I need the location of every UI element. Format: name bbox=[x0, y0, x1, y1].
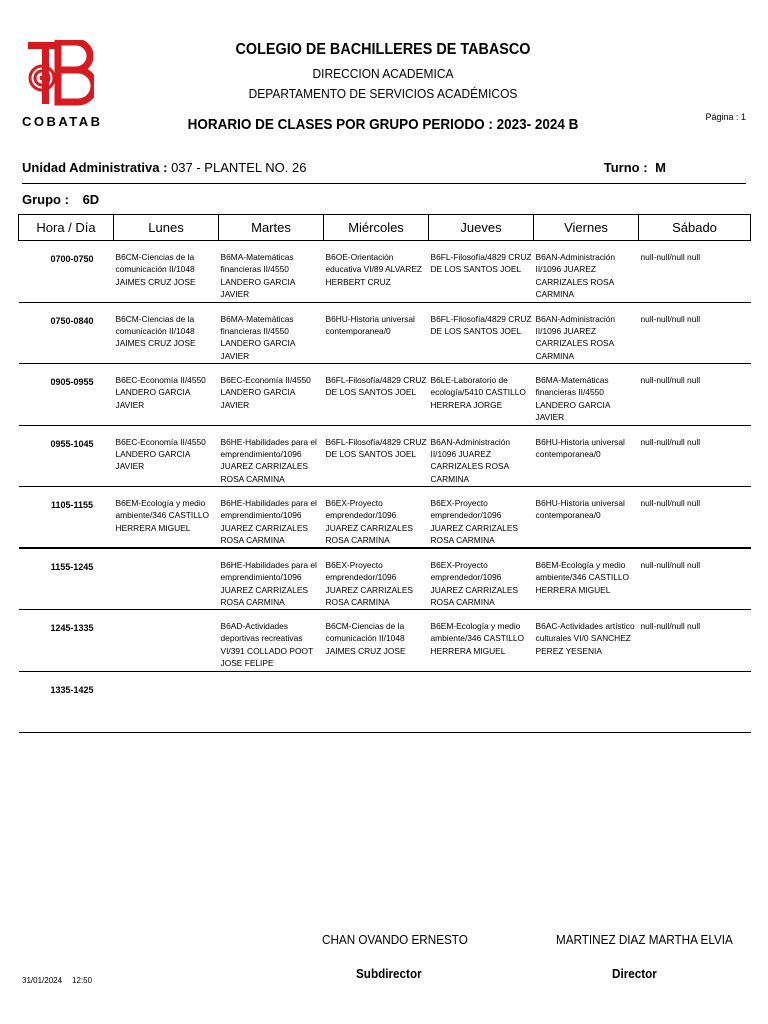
time-slot: 0750-0840 bbox=[19, 302, 114, 364]
direction-subtitle: DIRECCION ACADEMICA bbox=[312, 66, 454, 81]
time-slot: 1105-1155 bbox=[19, 487, 114, 549]
unit-label: Unidad Administrativa : bbox=[22, 160, 168, 175]
class-cell: B6AD-Actividades deportivas recreativas VI/391 COLLADO POOT JOSE FELIPE bbox=[219, 610, 324, 672]
class-cell: B6MA-Matemáticas financieras II/4550 LANDERO GARCIA JAVIER bbox=[534, 364, 639, 426]
table-header bbox=[19, 215, 751, 241]
class-cell: B6LE-Laboratorio de ecología/5410 CASTILLO HERRERA JORGE bbox=[429, 364, 534, 426]
class-cell: B6MA-Matemáticas financieras II/4550 LANDERO GARCIA JAVIER bbox=[219, 302, 324, 364]
class-cell: B6FL-Filosofía/4829 CRUZ DE LOS SANTOS JOEL bbox=[324, 364, 429, 426]
class-cell: null-null/null null bbox=[639, 364, 751, 426]
table-row bbox=[19, 487, 751, 549]
class-cell: B6EM-Ecología y medio ambiente/346 CASTILLO HERRERA MIGUEL bbox=[429, 610, 534, 672]
class-cell: B6HU-Historia universal contemporanea/0 bbox=[534, 487, 639, 549]
class-cell: null-null/null null bbox=[639, 425, 751, 487]
class-cell: B6EX-Proyecto emprendedor/1096 JUAREZ CARRIZALES ROSA CARMINA bbox=[429, 487, 534, 549]
class-cell: null-null/null null bbox=[639, 487, 751, 549]
class-cell: B6HU-Historia universal contemporanea/0 bbox=[534, 425, 639, 487]
class-cell: B6EX-Proyecto emprendedor/1096 JUAREZ CARRIZALES ROSA CARMINA bbox=[429, 548, 534, 610]
class-cell bbox=[114, 610, 219, 672]
schedule-title: HORARIO DE CLASES POR GRUPO PERIODO : 2023- 2024 B bbox=[187, 116, 579, 133]
grupo bbox=[22, 192, 99, 207]
class-cell bbox=[429, 671, 534, 733]
class-cell bbox=[219, 671, 324, 733]
unit-value: 037 - PLANTEL NO. 26 bbox=[171, 160, 307, 175]
class-cell: B6AN-Administración II/1096 JUAREZ CARRIZALES ROSA CARMINA bbox=[534, 241, 639, 303]
class-cell: B6HE-Habilidades para el emprendimiento/1096 JUAREZ CARRIZALES ROSA CARMINA bbox=[219, 548, 324, 610]
table-row bbox=[19, 364, 751, 426]
class-cell bbox=[324, 671, 429, 733]
class-cell: B6AN-Administración II/1096 JUAREZ CARRIZALES ROSA CARMINA bbox=[534, 302, 639, 364]
grupo-label: Grupo : bbox=[22, 192, 69, 207]
column-header: Lunes bbox=[114, 215, 219, 241]
institution-title: COLEGIO DE BACHILLERES DE TABASCO bbox=[235, 41, 531, 58]
class-cell bbox=[639, 671, 751, 733]
time-slot: 1155-1245 bbox=[19, 548, 114, 610]
table-row bbox=[19, 671, 751, 733]
class-cell: null-null/null null bbox=[639, 610, 751, 672]
class-cell: B6FL-Filosofía/4829 CRUZ DE LOS SANTOS JOEL bbox=[324, 425, 429, 487]
column-header: Jueves bbox=[429, 215, 534, 241]
table-body bbox=[19, 241, 751, 733]
time-slot: 0905-0955 bbox=[19, 364, 114, 426]
time-slot: 1245-1335 bbox=[19, 610, 114, 672]
time-slot: 1335-1425 bbox=[19, 671, 114, 733]
column-header: Miércoles bbox=[324, 215, 429, 241]
column-header: Sábado bbox=[639, 215, 751, 241]
class-cell: B6EX-Proyecto emprendedor/1096 JUAREZ CARRIZALES ROSA CARMINA bbox=[324, 487, 429, 549]
class-cell: B6EC-Economía II/4550 LANDERO GARCIA JAVIER bbox=[114, 425, 219, 487]
cobatab-emblem-icon bbox=[28, 40, 94, 106]
time-slot: 0700-0750 bbox=[19, 241, 114, 303]
class-cell: B6CM-Ciencias de la comunicación II/1048 JAIMES CRUZ JOSE bbox=[114, 302, 219, 364]
class-cell: null-null/null null bbox=[639, 548, 751, 610]
column-header: Viernes bbox=[534, 215, 639, 241]
class-cell: B6CM-Ciencias de la comunicación II/1048 JAIMES CRUZ JOSE bbox=[324, 610, 429, 672]
class-cell: B6FL-Filosofía/4829 CRUZ DE LOS SANTOS JOEL bbox=[429, 241, 534, 303]
turno bbox=[604, 160, 666, 175]
grupo-value: 6D bbox=[82, 192, 100, 207]
class-cell bbox=[114, 548, 219, 610]
class-cell: B6AC-Actividades artístico culturales VI/0 SANCHEZ PEREZ YESENIA bbox=[534, 610, 639, 672]
class-cell: null-null/null null bbox=[639, 241, 751, 303]
turno-value: M bbox=[655, 160, 666, 175]
schedule-table bbox=[18, 214, 751, 733]
class-cell bbox=[114, 671, 219, 733]
table-row bbox=[19, 548, 751, 610]
turno-label: Turno : bbox=[603, 160, 648, 175]
subdirector-title: Subdirector bbox=[356, 966, 422, 981]
department-subtitle: DEPARTAMENTO DE SERVICIOS ACADÉMICOS bbox=[248, 86, 518, 101]
footer-time: 12:50 bbox=[72, 976, 93, 985]
unit-row bbox=[22, 160, 746, 184]
class-cell: null-null/null null bbox=[639, 302, 751, 364]
time-slot: 0955-1045 bbox=[19, 425, 114, 487]
cobatab-logo bbox=[22, 40, 102, 135]
logo-text: COBATAB bbox=[22, 114, 103, 129]
subdirector-name: CHAN OVANDO ERNESTO bbox=[322, 932, 468, 947]
footer-date: 31/01/2024 bbox=[22, 976, 63, 985]
director-title: Director bbox=[612, 966, 657, 981]
class-cell: B6MA-Matemáticas financieras II/4550 LANDERO GARCIA JAVIER bbox=[219, 241, 324, 303]
class-cell: B6EM-Ecología y medio ambiente/346 CASTILLO HERRERA MIGUEL bbox=[114, 487, 219, 549]
class-cell: B6HE-Habilidades para el emprendimiento/1096 JUAREZ CARRIZALES ROSA CARMINA bbox=[219, 487, 324, 549]
column-header: Hora / Día bbox=[19, 215, 114, 241]
table-row bbox=[19, 302, 751, 364]
page-number: Página : 1 bbox=[705, 112, 746, 122]
class-cell: B6OE-Orientación educativa VI/89 ALVAREZ HERBERT CRUZ bbox=[324, 241, 429, 303]
class-cell: B6AN-Administración II/1096 JUAREZ CARRIZALES ROSA CARMINA bbox=[429, 425, 534, 487]
class-cell: B6HU-Historia universal contemporanea/0 bbox=[324, 302, 429, 364]
class-cell: B6EC-Economía II/4550 LANDERO GARCIA JAVIER bbox=[219, 364, 324, 426]
class-cell bbox=[534, 671, 639, 733]
director-name: MARTINEZ DIAZ MARTHA ELVIA bbox=[556, 932, 733, 947]
class-cell: B6EX-Proyecto emprendedor/1096 JUAREZ CARRIZALES ROSA CARMINA bbox=[324, 548, 429, 610]
class-cell: B6FL-Filosofía/4829 CRUZ DE LOS SANTOS JOEL bbox=[429, 302, 534, 364]
table-row bbox=[19, 610, 751, 672]
class-cell: B6HE-Habilidades para el emprendimiento/1096 JUAREZ CARRIZALES ROSA CARMINA bbox=[219, 425, 324, 487]
class-cell: B6EM-Ecología y medio ambiente/346 CASTILLO HERRERA MIGUEL bbox=[534, 548, 639, 610]
class-cell: B6CM-Ciencias de la comunicación II/1048 JAIMES CRUZ JOSE bbox=[114, 241, 219, 303]
table-row bbox=[19, 425, 751, 487]
column-header: Martes bbox=[219, 215, 324, 241]
class-cell: B6EC-Economía II/4550 LANDERO GARCIA JAVIER bbox=[114, 364, 219, 426]
table-row bbox=[19, 241, 751, 303]
